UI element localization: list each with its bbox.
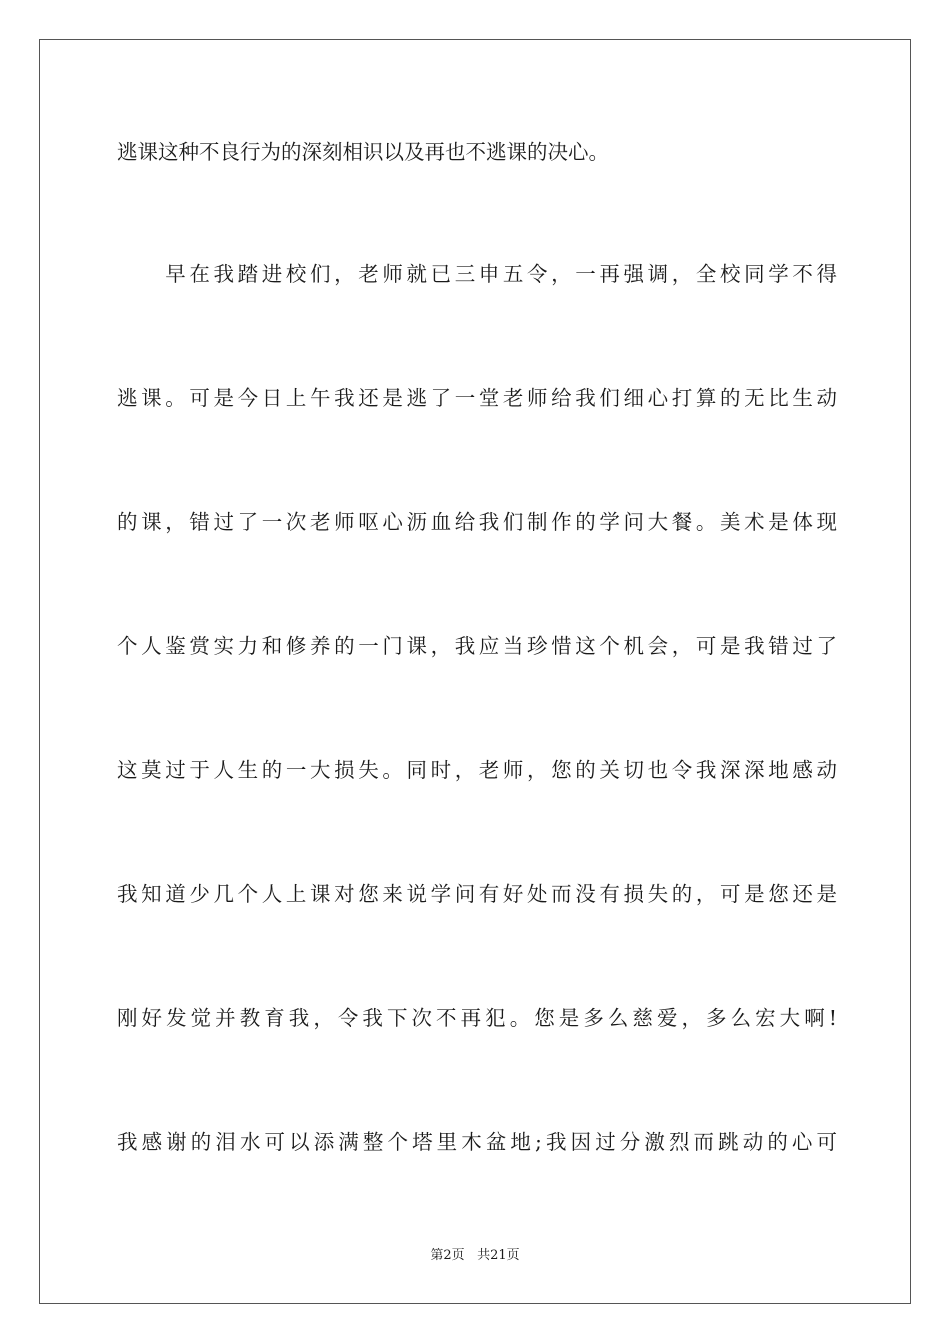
page-total: 共21页 bbox=[477, 1248, 520, 1263]
text-line-4: 的课，错过了一次老师呕心沥血给我们制作的学问大餐。美术是体现 bbox=[117, 510, 837, 534]
page-number: 第2页 bbox=[430, 1248, 465, 1263]
text-line-2: 早在我踏进校们，老师就已三申五令，一再强调，全校同学不得 bbox=[117, 262, 837, 286]
page-footer bbox=[0, 1247, 950, 1265]
text-line-9: 我感谢的泪水可以添满整个塔里木盆地;我因过分激烈而跳动的心可 bbox=[117, 1130, 837, 1154]
text-line-6: 这莫过于人生的一大损失。同时，老师，您的关切也令我深深地感动 bbox=[117, 758, 837, 782]
text-line-7: 我知道少几个人上课对您来说学问有好处而没有损失的，可是您还是 bbox=[117, 882, 837, 906]
text-line-1: 逃课这种不良行为的深刻相识以及再也不逃课的决心。 bbox=[117, 140, 609, 164]
text-line-3: 逃课。可是今日上午我还是逃了一堂老师给我们细心打算的无比生动 bbox=[117, 386, 837, 410]
text-line-5: 个人鉴赏实力和修养的一门课，我应当珍惜这个机会，可是我错过了 bbox=[117, 634, 837, 658]
page-border bbox=[39, 39, 911, 1304]
text-line-8: 刚好发觉并教育我，令我下次不再犯。您是多么慈爱，多么宏大啊! bbox=[117, 1006, 837, 1030]
